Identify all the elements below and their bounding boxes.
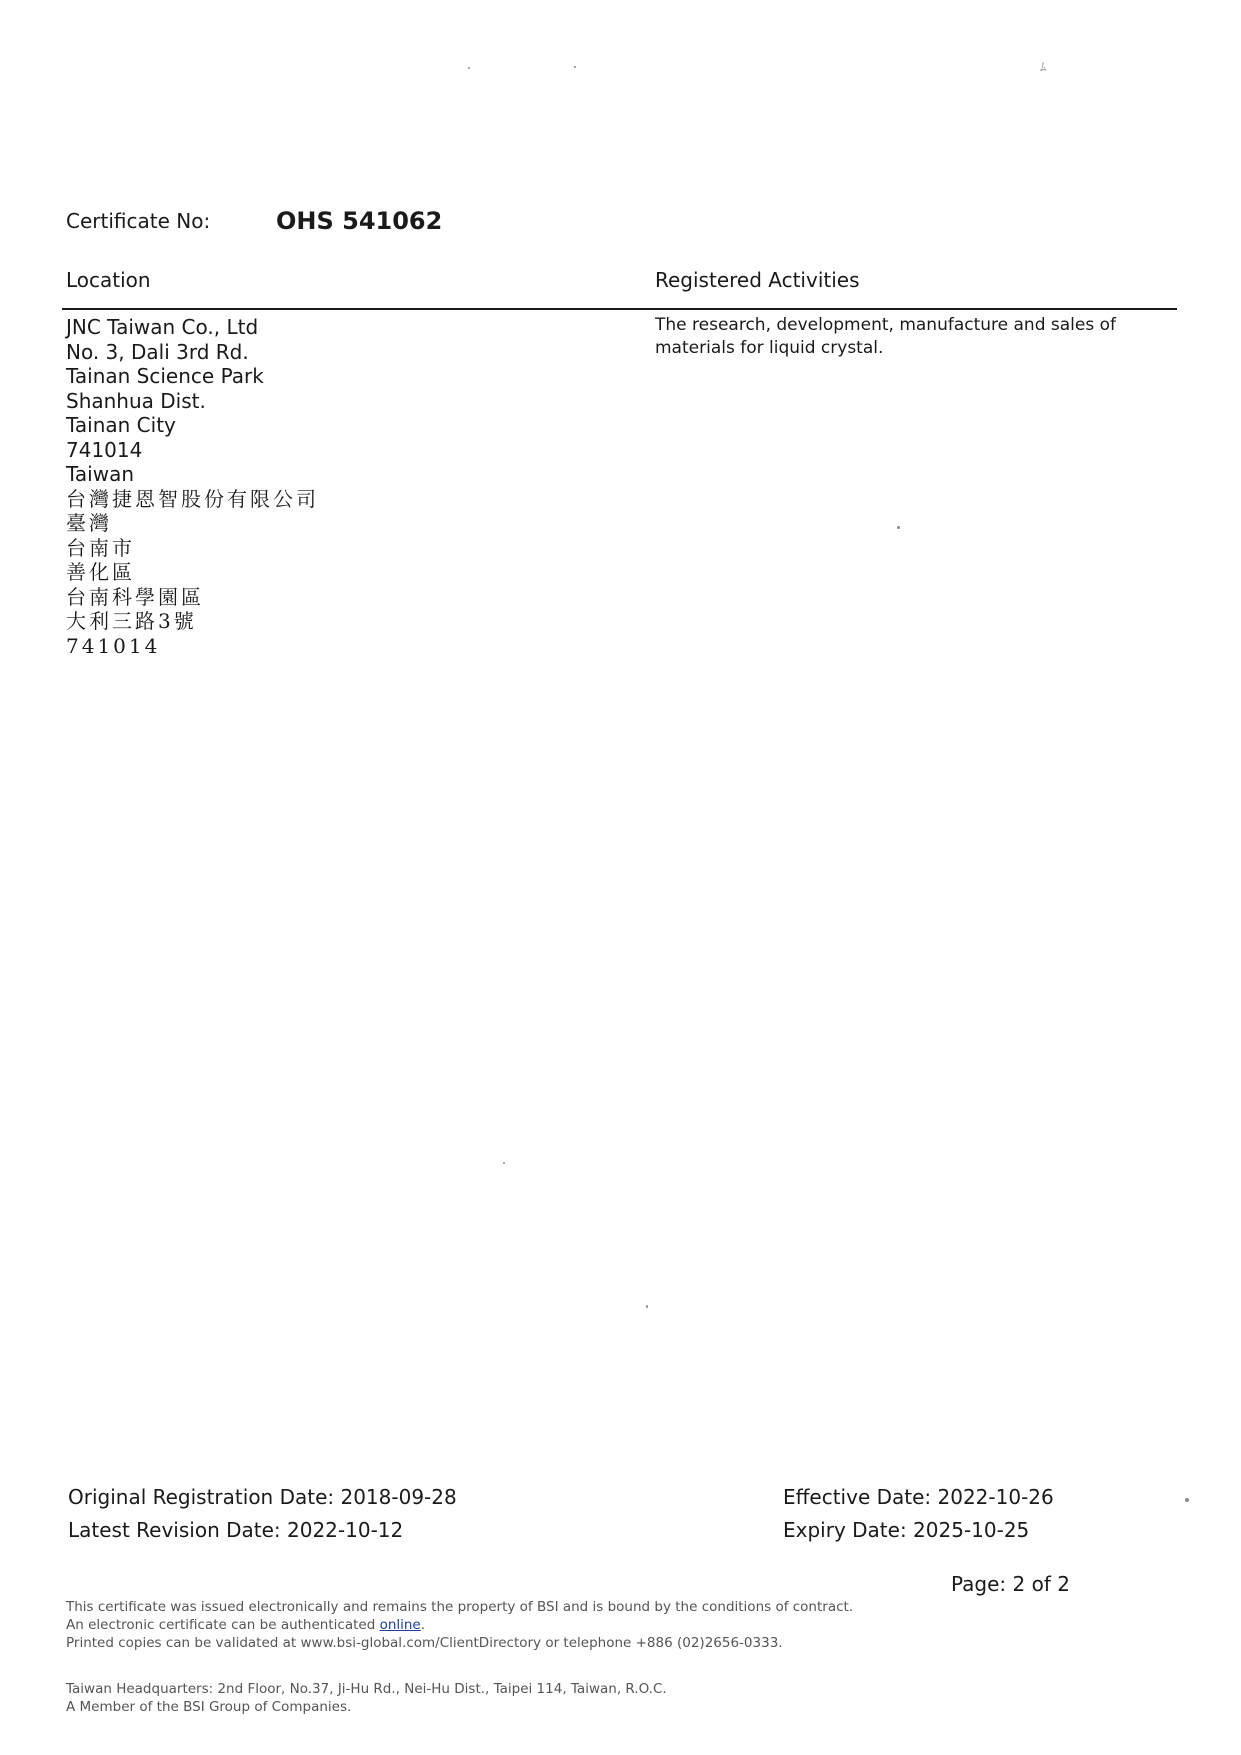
address-line-district: Shanhua Dist. <box>66 388 206 413</box>
effective-date: Effective Date: 2022-10-26 <box>783 1485 1054 1509</box>
latest-revision-date: Latest Revision Date: 2022-10-12 <box>68 1518 404 1542</box>
address-line-company-zh: 台灣捷恩智股份有限公司 <box>66 486 319 511</box>
scan-speck <box>574 66 576 68</box>
scan-speck <box>897 526 900 529</box>
authentication-suffix: . <box>420 1617 426 1633</box>
address-line-district-zh: 善化區 <box>66 560 135 584</box>
location-address <box>66 315 319 658</box>
scan-mark: ﾑ <box>1040 60 1047 74</box>
address-line-country: Taiwan <box>66 462 135 486</box>
headquarters-notice <box>66 1680 667 1716</box>
scan-speck <box>503 1162 505 1164</box>
address-line-postcode-zh: 741014 <box>66 633 161 658</box>
online-link[interactable]: online <box>379 1617 421 1633</box>
activities-column-header: Registered Activities <box>655 268 860 292</box>
bsi-group-member-text: A Member of the BSI Group of Companies. <box>66 1699 352 1715</box>
address-line-city-zh: 台南市 <box>66 535 135 560</box>
address-line-street-zh: 大利三路3號 <box>66 609 197 633</box>
address-line-street: No. 3, Dali 3rd Rd. <box>66 339 249 364</box>
location-column-header: Location <box>66 268 151 292</box>
address-line-country-zh: 臺灣 <box>66 511 112 535</box>
address-line-company: JNC Taiwan Co., Ltd <box>66 315 259 339</box>
address-line-park-zh: 台南科學園區 <box>66 584 204 609</box>
printed-copies-text: Printed copies can be validated at www.bsi-global.com/ClientDirectory or telephone +886 (02)2656-0333. <box>66 1635 783 1651</box>
page-indicator: Page: 2 of 2 <box>951 1572 1070 1596</box>
address-line-park: Tainan Science Park <box>66 364 264 388</box>
authentication-text <box>66 1616 853 1634</box>
authentication-prefix: An electronic certificate can be authenticated <box>66 1617 380 1633</box>
expiry-date: Expiry Date: 2025-10-25 <box>783 1518 1030 1542</box>
original-registration-date: Original Registration Date: 2018-09-28 <box>68 1485 457 1509</box>
certificate-number-label: Certificate No: <box>66 209 211 233</box>
validation-notice <box>66 1598 853 1652</box>
scan-speck <box>1185 1498 1189 1502</box>
headquarters-address: Taiwan Headquarters: 2nd Floor, No.37, Ji-Hu Rd., Nei-Hu Dist., Taipei 114, Taiwan, R.O.C. <box>66 1681 667 1697</box>
address-line-city: Tainan City <box>66 413 176 437</box>
header-divider <box>62 308 1177 310</box>
address-line-postcode: 741014 <box>66 437 143 462</box>
scan-speck <box>468 67 470 69</box>
issued-electronically-text: This certificate was issued electronically and remains the property of BSI and is bound by the conditions of contract. <box>66 1599 854 1615</box>
certificate-number: OHS 541062 <box>276 207 443 235</box>
registered-activities-text: The research, development, manufacture and sales of materials for liquid crystal. <box>655 315 1117 358</box>
scan-speck <box>646 1305 648 1308</box>
